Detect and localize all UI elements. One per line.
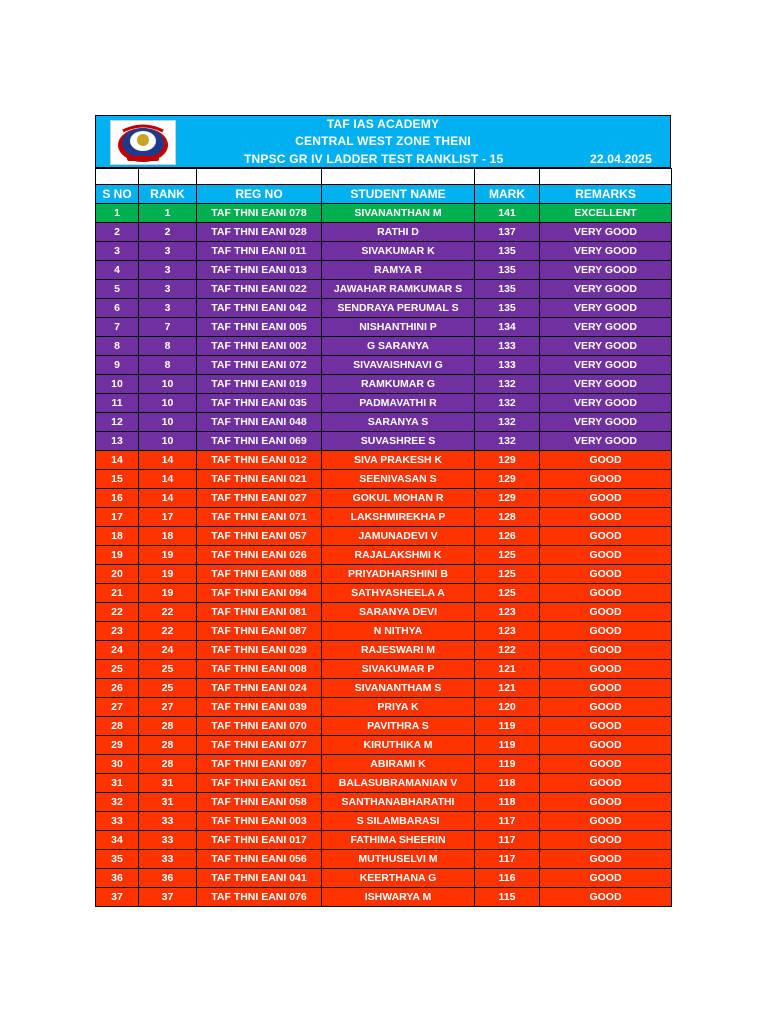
rank-cell: 10 — [139, 413, 197, 432]
mark-cell: 116 — [475, 869, 540, 888]
mark-cell: 135 — [475, 299, 540, 318]
student-name-cell: SIVANANTHAN M — [322, 204, 475, 223]
mark-cell: 120 — [475, 698, 540, 717]
student-name-cell: RATHI D — [322, 223, 475, 242]
remarks-cell: GOOD — [540, 527, 672, 546]
student-name-cell: KIRUTHIKA M — [322, 736, 475, 755]
student-name-cell: LAKSHMIREKHA P — [322, 508, 475, 527]
sno-cell: 30 — [96, 755, 139, 774]
regno-cell: TAF THNI EANI 022 — [197, 280, 322, 299]
ranklist-table — [95, 168, 672, 907]
regno-cell: TAF THNI EANI 029 — [197, 641, 322, 660]
blank-row — [96, 169, 672, 185]
rank-cell: 3 — [139, 261, 197, 280]
mark-cell: 117 — [475, 850, 540, 869]
mark-cell: 141 — [475, 204, 540, 223]
student-name-cell: MUTHUSELVI M — [322, 850, 475, 869]
student-name-cell: JAWAHAR RAMKUMAR S — [322, 280, 475, 299]
col-mark: MARK — [475, 185, 540, 204]
sno-cell: 32 — [96, 793, 139, 812]
mark-cell: 121 — [475, 660, 540, 679]
remarks-cell: GOOD — [540, 869, 672, 888]
sno-cell: 10 — [96, 375, 139, 394]
sno-cell: 24 — [96, 641, 139, 660]
remarks-cell: GOOD — [540, 508, 672, 527]
sno-cell: 29 — [96, 736, 139, 755]
mark-cell: 123 — [475, 622, 540, 641]
remarks-cell: GOOD — [540, 584, 672, 603]
student-name-cell: PRIYADHARSHINI B — [322, 565, 475, 584]
student-name-cell: SATHYASHEELA A — [322, 584, 475, 603]
regno-cell: TAF THNI EANI 078 — [197, 204, 322, 223]
rank-cell: 10 — [139, 432, 197, 451]
table-row — [96, 774, 672, 793]
academy-name: TAF IAS ACADEMY — [326, 117, 440, 131]
regno-cell: TAF THNI EANI 026 — [197, 546, 322, 565]
table-row — [96, 546, 672, 565]
rank-cell: 31 — [139, 774, 197, 793]
remarks-cell: GOOD — [540, 850, 672, 869]
col-regno: REG NO — [197, 185, 322, 204]
sno-cell: 37 — [96, 888, 139, 907]
student-name-cell: GOKUL MOHAN R — [322, 489, 475, 508]
mark-cell: 137 — [475, 223, 540, 242]
rank-cell: 10 — [139, 375, 197, 394]
mark-cell: 119 — [475, 755, 540, 774]
student-name-cell: RAJALAKSHMI K — [322, 546, 475, 565]
student-name-cell: SIVANANTHAM S — [322, 679, 475, 698]
remarks-cell: VERY GOOD — [540, 375, 672, 394]
remarks-cell: EXCELLENT — [540, 204, 672, 223]
rank-cell: 17 — [139, 508, 197, 527]
table-row — [96, 375, 672, 394]
table-row — [96, 869, 672, 888]
regno-cell: TAF THNI EANI 094 — [197, 584, 322, 603]
table-row — [96, 318, 672, 337]
mark-cell: 135 — [475, 242, 540, 261]
student-name-cell: SIVA PRAKESH K — [322, 451, 475, 470]
student-name-cell: S SILAMBARASI — [322, 812, 475, 831]
regno-cell: TAF THNI EANI 011 — [197, 242, 322, 261]
regno-cell: TAF THNI EANI 087 — [197, 622, 322, 641]
student-name-cell: BALASUBRAMANIAN V — [322, 774, 475, 793]
rank-cell: 19 — [139, 565, 197, 584]
student-name-cell: SARANYA S — [322, 413, 475, 432]
remarks-cell: GOOD — [540, 641, 672, 660]
sno-cell: 18 — [96, 527, 139, 546]
sno-cell: 20 — [96, 565, 139, 584]
test-title: TNPSC GR IV LADDER TEST RANKLIST - 15 — [244, 152, 504, 166]
mark-cell: 129 — [475, 489, 540, 508]
rank-cell: 22 — [139, 622, 197, 641]
remarks-cell: GOOD — [540, 603, 672, 622]
sno-cell: 35 — [96, 850, 139, 869]
table-row — [96, 432, 672, 451]
sno-cell: 11 — [96, 394, 139, 413]
rank-cell: 19 — [139, 584, 197, 603]
rank-cell: 28 — [139, 755, 197, 774]
sno-cell: 21 — [96, 584, 139, 603]
table-row — [96, 356, 672, 375]
rank-cell: 8 — [139, 337, 197, 356]
regno-cell: TAF THNI EANI 005 — [197, 318, 322, 337]
rank-cell: 27 — [139, 698, 197, 717]
table-row — [96, 755, 672, 774]
rank-cell: 25 — [139, 679, 197, 698]
mark-cell: 126 — [475, 527, 540, 546]
table-row — [96, 850, 672, 869]
regno-cell: TAF THNI EANI 076 — [197, 888, 322, 907]
mark-cell: 119 — [475, 736, 540, 755]
table-row — [96, 603, 672, 622]
student-name-cell: G SARANYA — [322, 337, 475, 356]
remarks-cell: GOOD — [540, 489, 672, 508]
rank-cell: 19 — [139, 546, 197, 565]
regno-cell: TAF THNI EANI 070 — [197, 717, 322, 736]
mark-cell: 121 — [475, 679, 540, 698]
student-name-cell: PADMAVATHI R — [322, 394, 475, 413]
sno-cell: 17 — [96, 508, 139, 527]
table-row — [96, 793, 672, 812]
regno-cell: TAF THNI EANI 058 — [197, 793, 322, 812]
rank-cell: 33 — [139, 850, 197, 869]
sno-cell: 25 — [96, 660, 139, 679]
rank-cell: 14 — [139, 451, 197, 470]
student-name-cell: NISHANTHINI P — [322, 318, 475, 337]
sheet-header — [95, 115, 671, 168]
mark-cell: 125 — [475, 546, 540, 565]
student-name-cell: KEERTHANA G — [322, 869, 475, 888]
student-name-cell: SANTHANABHARATHI — [322, 793, 475, 812]
regno-cell: TAF THNI EANI 081 — [197, 603, 322, 622]
mark-cell: 125 — [475, 565, 540, 584]
rank-cell: 36 — [139, 869, 197, 888]
sno-cell: 33 — [96, 812, 139, 831]
table-row — [96, 223, 672, 242]
regno-cell: TAF THNI EANI 048 — [197, 413, 322, 432]
table-row — [96, 470, 672, 489]
student-name-cell: SIVAKUMAR K — [322, 242, 475, 261]
sno-cell: 28 — [96, 717, 139, 736]
table-row — [96, 831, 672, 850]
table-row — [96, 679, 672, 698]
rank-cell: 3 — [139, 280, 197, 299]
rank-cell: 7 — [139, 318, 197, 337]
student-name-cell: SIVAKUMAR P — [322, 660, 475, 679]
rank-cell: 24 — [139, 641, 197, 660]
rank-cell: 14 — [139, 470, 197, 489]
remarks-cell: GOOD — [540, 546, 672, 565]
mark-cell: 132 — [475, 375, 540, 394]
student-name-cell: SUVASHREE S — [322, 432, 475, 451]
remarks-cell: VERY GOOD — [540, 394, 672, 413]
table-row — [96, 280, 672, 299]
sno-cell: 3 — [96, 242, 139, 261]
table-row — [96, 261, 672, 280]
regno-cell: TAF THNI EANI 077 — [197, 736, 322, 755]
student-name-cell: FATHIMA SHEERIN — [322, 831, 475, 850]
sno-cell: 14 — [96, 451, 139, 470]
sno-cell: 7 — [96, 318, 139, 337]
table-row — [96, 242, 672, 261]
mark-cell: 117 — [475, 831, 540, 850]
rank-cell: 25 — [139, 660, 197, 679]
mark-cell: 128 — [475, 508, 540, 527]
mark-cell: 134 — [475, 318, 540, 337]
sno-cell: 2 — [96, 223, 139, 242]
remarks-cell: GOOD — [540, 793, 672, 812]
remarks-cell: VERY GOOD — [540, 337, 672, 356]
rank-cell: 28 — [139, 736, 197, 755]
ranklist-sheet — [95, 115, 671, 907]
regno-cell: TAF THNI EANI 056 — [197, 850, 322, 869]
rank-cell: 31 — [139, 793, 197, 812]
remarks-cell: GOOD — [540, 451, 672, 470]
regno-cell: TAF THNI EANI 072 — [197, 356, 322, 375]
sno-cell: 12 — [96, 413, 139, 432]
zone-name: CENTRAL WEST ZONE THENI — [295, 134, 471, 148]
remarks-cell: GOOD — [540, 470, 672, 489]
rank-cell: 10 — [139, 394, 197, 413]
table-row — [96, 489, 672, 508]
test-date: 22.04.2025 — [590, 152, 653, 166]
rank-cell: 2 — [139, 223, 197, 242]
regno-cell: TAF THNI EANI 069 — [197, 432, 322, 451]
remarks-cell: GOOD — [540, 812, 672, 831]
table-row — [96, 565, 672, 584]
table-row — [96, 204, 672, 223]
table-row — [96, 508, 672, 527]
sno-cell: 22 — [96, 603, 139, 622]
student-name-cell: PAVITHRA S — [322, 717, 475, 736]
regno-cell: TAF THNI EANI 017 — [197, 831, 322, 850]
sno-cell: 31 — [96, 774, 139, 793]
remarks-cell: VERY GOOD — [540, 318, 672, 337]
remarks-cell: GOOD — [540, 679, 672, 698]
sno-cell: 15 — [96, 470, 139, 489]
student-name-cell: RAMYA R — [322, 261, 475, 280]
table-row — [96, 888, 672, 907]
remarks-cell: VERY GOOD — [540, 242, 672, 261]
col-remarks: REMARKS — [540, 185, 672, 204]
mark-cell: 133 — [475, 356, 540, 375]
student-name-cell: SIVAVAISHNAVI G — [322, 356, 475, 375]
sno-cell: 8 — [96, 337, 139, 356]
student-name-cell: ABIRAMI K — [322, 755, 475, 774]
remarks-cell: VERY GOOD — [540, 356, 672, 375]
rank-cell: 33 — [139, 812, 197, 831]
sno-cell: 26 — [96, 679, 139, 698]
remarks-cell: GOOD — [540, 565, 672, 584]
student-name-cell: SENDRAYA PERUMAL S — [322, 299, 475, 318]
mark-cell: 132 — [475, 432, 540, 451]
col-sno: S NO — [96, 185, 139, 204]
sno-cell: 27 — [96, 698, 139, 717]
sno-cell: 9 — [96, 356, 139, 375]
remarks-cell: VERY GOOD — [540, 223, 672, 242]
mark-cell: 125 — [475, 584, 540, 603]
regno-cell: TAF THNI EANI 003 — [197, 812, 322, 831]
mark-cell: 133 — [475, 337, 540, 356]
regno-cell: TAF THNI EANI 097 — [197, 755, 322, 774]
table-row — [96, 717, 672, 736]
remarks-cell: GOOD — [540, 831, 672, 850]
student-name-cell: SARANYA DEVI — [322, 603, 475, 622]
mark-cell: 115 — [475, 888, 540, 907]
regno-cell: TAF THNI EANI 057 — [197, 527, 322, 546]
table-row — [96, 736, 672, 755]
student-name-cell: N NITHYA — [322, 622, 475, 641]
remarks-cell: GOOD — [540, 698, 672, 717]
col-rank: RANK — [139, 185, 197, 204]
sno-cell: 1 — [96, 204, 139, 223]
student-name-cell: JAMUNADEVI V — [322, 527, 475, 546]
remarks-cell: VERY GOOD — [540, 299, 672, 318]
rank-cell: 18 — [139, 527, 197, 546]
mark-cell: 129 — [475, 470, 540, 489]
mark-cell: 118 — [475, 793, 540, 812]
mark-cell: 122 — [475, 641, 540, 660]
mark-cell: 135 — [475, 280, 540, 299]
sno-cell: 5 — [96, 280, 139, 299]
rank-cell: 33 — [139, 831, 197, 850]
col-student-name: STUDENT NAME — [322, 185, 475, 204]
regno-cell: TAF THNI EANI 008 — [197, 660, 322, 679]
remarks-cell: GOOD — [540, 736, 672, 755]
rank-cell: 28 — [139, 717, 197, 736]
remarks-cell: GOOD — [540, 660, 672, 679]
remarks-cell: GOOD — [540, 755, 672, 774]
regno-cell: TAF THNI EANI 035 — [197, 394, 322, 413]
rank-cell: 3 — [139, 299, 197, 318]
regno-cell: TAF THNI EANI 027 — [197, 489, 322, 508]
table-row — [96, 394, 672, 413]
student-name-cell: PRIYA K — [322, 698, 475, 717]
sno-cell: 13 — [96, 432, 139, 451]
table-row — [96, 698, 672, 717]
rank-cell: 22 — [139, 603, 197, 622]
sno-cell: 6 — [96, 299, 139, 318]
student-name-cell: RAMKUMAR G — [322, 375, 475, 394]
regno-cell: TAF THNI EANI 013 — [197, 261, 322, 280]
sno-cell: 4 — [96, 261, 139, 280]
rank-cell: 1 — [139, 204, 197, 223]
column-header-row — [96, 185, 672, 204]
student-name-cell: RAJESWARI M — [322, 641, 475, 660]
mark-cell: 118 — [475, 774, 540, 793]
regno-cell: TAF THNI EANI 024 — [197, 679, 322, 698]
table-row — [96, 299, 672, 318]
table-row — [96, 622, 672, 641]
remarks-cell: GOOD — [540, 774, 672, 793]
mark-cell: 132 — [475, 413, 540, 432]
table-row — [96, 337, 672, 356]
table-row — [96, 641, 672, 660]
table-row — [96, 527, 672, 546]
sno-cell: 34 — [96, 831, 139, 850]
regno-cell: TAF THNI EANI 071 — [197, 508, 322, 527]
remarks-cell: VERY GOOD — [540, 261, 672, 280]
rank-cell: 14 — [139, 489, 197, 508]
mark-cell: 119 — [475, 717, 540, 736]
regno-cell: TAF THNI EANI 051 — [197, 774, 322, 793]
mark-cell: 123 — [475, 603, 540, 622]
rank-cell: 37 — [139, 888, 197, 907]
mark-cell: 129 — [475, 451, 540, 470]
regno-cell: TAF THNI EANI 088 — [197, 565, 322, 584]
table-row — [96, 812, 672, 831]
regno-cell: TAF THNI EANI 002 — [197, 337, 322, 356]
mark-cell: 117 — [475, 812, 540, 831]
remarks-cell: VERY GOOD — [540, 432, 672, 451]
student-name-cell: SEENIVASAN S — [322, 470, 475, 489]
student-name-cell: ISHWARYA M — [322, 888, 475, 907]
rank-cell: 8 — [139, 356, 197, 375]
remarks-cell: VERY GOOD — [540, 280, 672, 299]
sno-cell: 23 — [96, 622, 139, 641]
regno-cell: TAF THNI EANI 019 — [197, 375, 322, 394]
sno-cell: 36 — [96, 869, 139, 888]
regno-cell: TAF THNI EANI 039 — [197, 698, 322, 717]
regno-cell: TAF THNI EANI 028 — [197, 223, 322, 242]
remarks-cell: GOOD — [540, 717, 672, 736]
remarks-cell: VERY GOOD — [540, 413, 672, 432]
regno-cell: TAF THNI EANI 041 — [197, 869, 322, 888]
mark-cell: 132 — [475, 394, 540, 413]
regno-cell: TAF THNI EANI 012 — [197, 451, 322, 470]
sno-cell: 19 — [96, 546, 139, 565]
rank-cell: 3 — [139, 242, 197, 261]
table-row — [96, 584, 672, 603]
regno-cell: TAF THNI EANI 021 — [197, 470, 322, 489]
remarks-cell: GOOD — [540, 622, 672, 641]
mark-cell: 135 — [475, 261, 540, 280]
remarks-cell: GOOD — [540, 888, 672, 907]
table-row — [96, 451, 672, 470]
regno-cell: TAF THNI EANI 042 — [197, 299, 322, 318]
table-row — [96, 413, 672, 432]
table-row — [96, 660, 672, 679]
sno-cell: 16 — [96, 489, 139, 508]
